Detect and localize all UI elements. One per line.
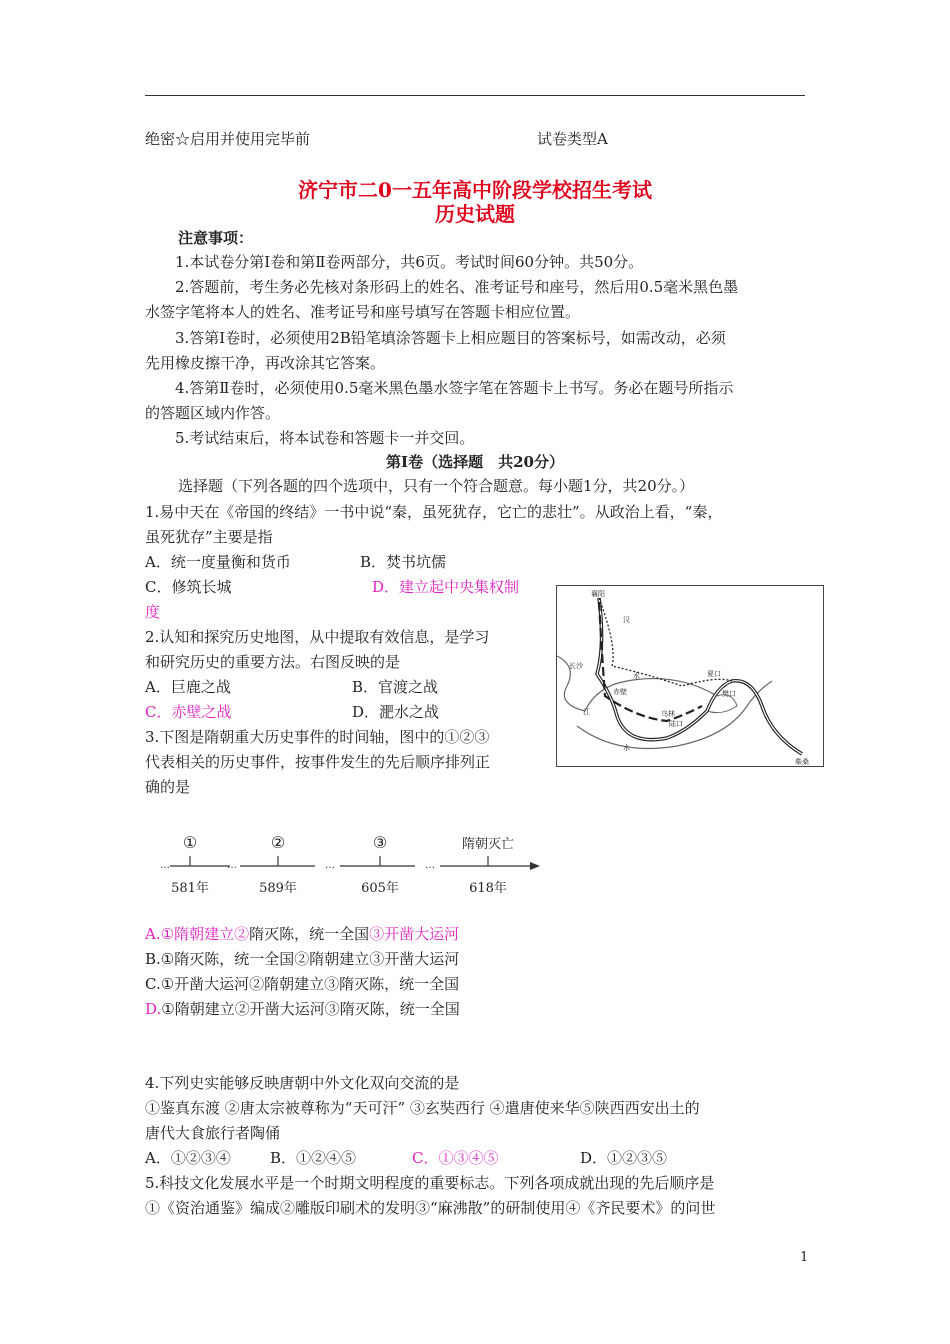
timeline-year: 581年 <box>171 881 209 896</box>
q4-option-d: D．①②③⑤ <box>580 1149 668 1167</box>
note-item: 3.答第Ⅰ卷时，必须使用2B铅笔填涂答题卡上相应题目的答案标号，如需改动，必须 <box>175 329 726 347</box>
q3-option-c: C.①开凿大运河②隋朝建立③隋灭陈，统一全国 <box>145 975 460 993</box>
q4-stem: 4.下列史实能够反映唐朝中外文化双向交流的是 <box>145 1074 460 1092</box>
q1-option-a: A．统一度量衡和货币 <box>145 553 291 571</box>
map-label: 水 <box>623 744 630 752</box>
section-instruction: 选择题（下列各题的四个选项中，只有一个符合题意。每小题1分，共20分。） <box>178 477 695 495</box>
map-label: 长沙 <box>569 662 583 670</box>
q3-stem: 代表相关的历史事件，按事件发生的先后顺序排列正 <box>145 753 491 771</box>
paper-type: 试卷类型A <box>537 130 608 148</box>
q2-option-c: C．赤壁之战 <box>145 703 232 721</box>
note-item: 1.本试卷分第Ⅰ卷和第Ⅱ卷两部分，共6页。考试时间60分钟。共50分。 <box>175 253 644 271</box>
q3-stem: 3.下图是隋朝重大历史事件的时间轴，图中的①②③ <box>145 728 490 746</box>
q4-option-a: A．①②③④ <box>145 1149 231 1167</box>
map-label: 襄阳 <box>591 590 605 598</box>
timeline-dots: … <box>160 860 170 871</box>
map-label: 夏口 <box>707 670 721 678</box>
note-item: 5.考试结束后，将本试卷和答题卡一并交回。 <box>175 429 475 447</box>
map-label: 乌林 <box>661 710 675 718</box>
q1-stem: 1.易中天在《帝国的终结》一书中说“秦，虽死犹存，它亡的悲壮”。从政治上看，“秦， <box>145 503 723 521</box>
note-item: 水签字笔将本人的姓名、准考证号和座号填写在答题卡相应位置。 <box>145 303 581 321</box>
map-label: 陆口 <box>669 720 683 728</box>
q2-stem: 和研究历史的重要方法。右图反映的是 <box>145 653 401 671</box>
q2-option-d: D．淝水之战 <box>352 703 440 721</box>
page-number: 1 <box>800 1250 809 1265</box>
timeline-mark: ② <box>270 833 286 852</box>
map-label: 樊口 <box>722 690 736 698</box>
q1-stem: 虽死犹存”主要是指 <box>145 528 273 546</box>
q1-option-c: C．修筑长城 <box>145 578 232 596</box>
timeline-mark: 隋朝灭亡 <box>461 837 515 852</box>
notes-heading: 注意事项： <box>178 229 254 247</box>
note-item: 的答题区域内作答。 <box>145 404 281 422</box>
q3-stem: 确的是 <box>145 778 191 796</box>
q4-option-b: B．①②④⑤ <box>270 1149 357 1167</box>
timeline-mark: ③ <box>372 833 388 852</box>
timeline-dots: … <box>325 860 335 871</box>
timeline-dots: … <box>227 860 237 871</box>
q2-option-b: B．官渡之战 <box>352 678 439 696</box>
q4-items: ①鉴真东渡 ②唐太宗被尊称为“天可汗” ③玄奘西行 ④遣唐使来华⑤陕西西安出土的 <box>145 1099 700 1117</box>
top-rule <box>145 95 805 96</box>
timeline-year: 605年 <box>361 881 399 896</box>
map-label: 赤壁 <box>613 688 627 696</box>
q2-stem: 2.认知和探究历史地图，从中提取有效信息，是学习 <box>145 628 490 646</box>
q3-option-a: A.①隋朝建立②隋灭陈，统一全国③开凿大运河 <box>145 925 460 943</box>
timeline <box>160 830 550 900</box>
q1-option-b: B．焚书坑儒 <box>360 553 447 571</box>
timeline-year: 618年 <box>469 881 507 896</box>
timeline-mark: ① <box>182 833 198 852</box>
q5-items: ①《资治通鉴》编成②雕版印刷术的发明③“麻沸散”的研制使用④《齐民要术》的问世 <box>145 1199 716 1217</box>
timeline-year: 589年 <box>259 881 297 896</box>
section-title: 第Ⅰ卷（选择题 共20分） <box>386 453 564 471</box>
q3-option-d: D.①隋朝建立②开凿大运河③隋灭陈，统一全国 <box>145 1000 460 1018</box>
q1-option-d-cont: 度 <box>145 603 161 621</box>
q5-stem: 5.科技文化发展水平是一个时期文明程度的重要标志。下列各项成就出现的先后顺序是 <box>145 1174 715 1192</box>
exam-subtitle: 历史试题 <box>435 202 515 226</box>
note-item: 4.答第Ⅱ卷时，必须使用0.5毫米黑色墨水签字笔在答题卡上书写。务必在题号所指示 <box>175 379 734 397</box>
q1-option-d: D．建立起中央集权制 <box>372 578 520 596</box>
map-label: 江 <box>583 708 590 716</box>
map-label: 柴桑 <box>795 758 809 766</box>
map-label: 汉 <box>623 616 630 624</box>
timeline-dots: … <box>425 860 435 871</box>
q2-option-a: A．巨鹿之战 <box>145 678 231 696</box>
battle-map <box>556 585 824 767</box>
exam-title: 济宁市二0一五年高中阶段学校招生考试 <box>298 178 652 202</box>
note-item: 2.答题前，考生务必先核对条形码上的姓名、准考证号和座号，然后用0.5毫米黑色墨 <box>175 278 739 296</box>
q3-option-b: B.①隋灭陈，统一全国②隋朝建立③开凿大运河 <box>145 950 460 968</box>
q4-option-c: C．①③④⑤ <box>412 1149 499 1167</box>
q4-items: 唐代大食旅行者陶俑 <box>145 1124 281 1142</box>
secret-label: 绝密☆启用并使用完毕前 <box>145 130 311 148</box>
map-label: 水 <box>633 672 640 680</box>
note-item: 先用橡皮擦干净，再改涂其它答案。 <box>145 354 386 372</box>
